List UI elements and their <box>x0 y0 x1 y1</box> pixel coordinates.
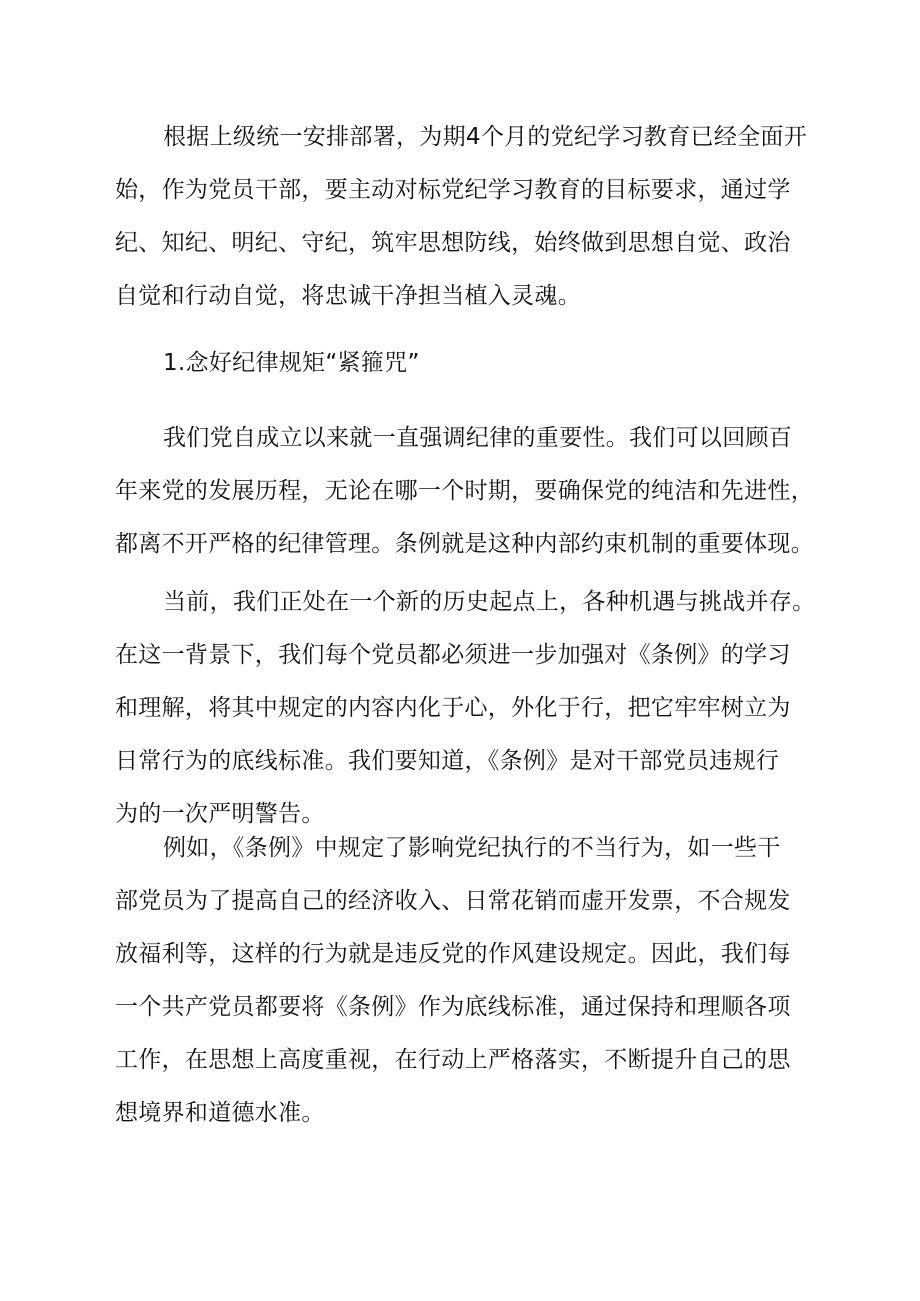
paragraph-line: 都离不开严格的纪律管理。条例就是这种内部约束机制的重要体现。 <box>115 531 814 557</box>
paragraph-line: 始，作为党员干部，要主动对标党纪学习教育的目标要求，通过学 <box>115 177 791 203</box>
paragraph-line: 为的一次严明警告。 <box>115 801 325 827</box>
heading-text: 1.念好纪律规矩“紧箍咒” <box>163 350 420 376</box>
paragraph-2 <box>115 412 814 571</box>
paragraph-line: 一个共产党员都要将《条例》作为底线标准，通过保持和理顺各项 <box>115 994 791 1020</box>
paragraph-line: 当前，我们正处在一个新的历史起点上，各种机遇与挑战并存。 <box>163 589 816 615</box>
paragraph-4 <box>115 822 810 1140</box>
paragraph-line: 部党员为了提高自己的经济收入、日常花销而虚开发票，不合规发 <box>115 888 791 914</box>
paragraph-line: 想境界和道德水准。 <box>115 1100 325 1126</box>
paragraph-line: 在这一背景下，我们每个党员都必须进一步加强对《条例》的学习 <box>115 642 791 668</box>
paragraph-line: 纪、知纪、明纪、守纪，筑牢思想防线，始终做到思想自觉、政治 <box>115 230 791 256</box>
paragraph-line: 放福利等，这样的行为就是违反党的作风建设规定。因此，我们每 <box>115 941 791 967</box>
paragraph-line: 日常行为的底线标准。我们要知道，《条例》是对干部党员违规行 <box>115 748 780 774</box>
paragraph-line: 例如，《条例》中规定了影响党纪执行的不当行为，如一些干 <box>163 835 781 861</box>
paragraph-1 <box>115 111 810 323</box>
paragraph-3 <box>115 576 816 841</box>
paragraph-line: 和理解，将其中规定的内容内化于心，外化于行，把它牢牢树立为 <box>115 695 791 721</box>
paragraph-line: 年来党的发展历程，无论在哪一个时期，要确保党的纯洁和先进性， <box>115 478 814 504</box>
paragraph-line: 工作，在思想上高度重视，在行动上严格落实，不断提升自己的思 <box>115 1047 791 1073</box>
section-heading <box>163 337 858 390</box>
paragraph-line: 根据上级统一安排部署，为期4个月的党纪学习教育已经全面开 <box>163 124 808 150</box>
paragraph-line: 自觉和行动自觉，将忠诚干净担当植入灵魂。 <box>115 283 581 309</box>
paragraph-line: 我们党自成立以来就一直强调纪律的重要性。我们可以回顾百 <box>163 425 793 451</box>
